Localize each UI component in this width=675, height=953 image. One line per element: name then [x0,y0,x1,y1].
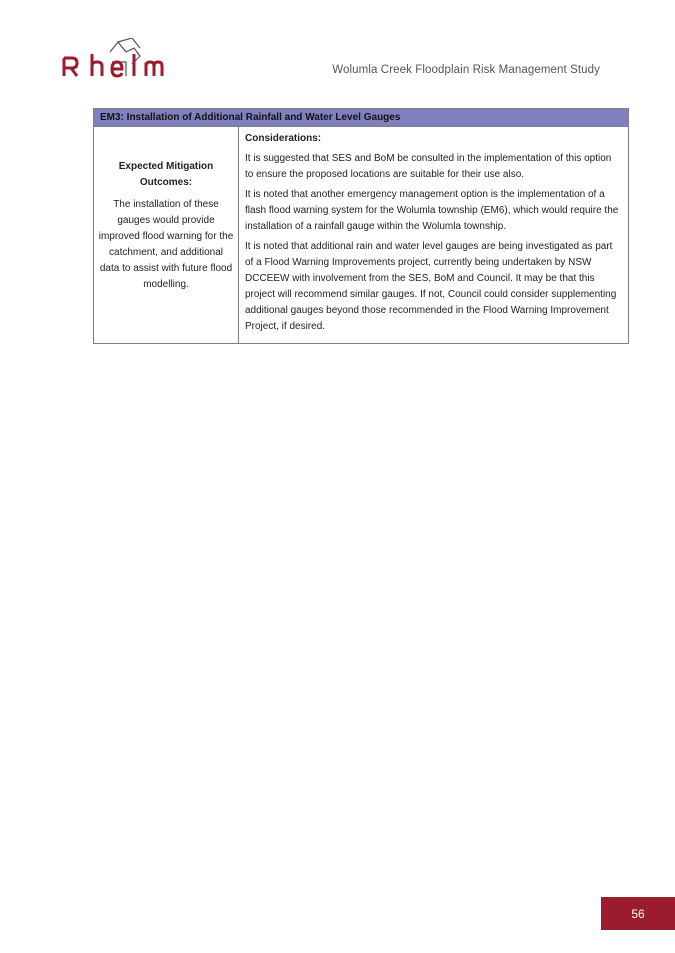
rhelm-logo [60,38,178,80]
considerations-heading: Considerations: [245,133,322,144]
table-body [94,127,628,343]
page-number: 56 [601,897,675,930]
outcomes-cell [94,127,239,343]
option-heading: EM3: Installation of Additional Rainfall and Water Level Gauges [94,109,628,127]
considerations-paragraph: It is suggested that SES and BoM be consulted in the implementation of this option to ensure the proposed locations are suitable for their use also. [245,153,612,180]
outcomes-heading: Expected Mitigation Outcomes: [118,161,214,188]
considerations-paragraph: It is noted that additional rain and water level gauges are being investigated as part of a Flood Warning Improvements project, currently being undertaken by NSW DCCEEW with involvement from the SES, BoM and Council. It may be that this project will recommend similar gauges. If not, Council could consider supplementing additional gauges beyond those recommended in the Flood Warning Improvement Project, if desired. [245,241,617,332]
considerations-cell [239,127,628,343]
document-title: Wolumla Creek Floodplain Risk Management Study [332,64,600,76]
outcomes-text: The installation of these gauges would provide improved flood warning for the catchment, and additional data to assist with future flood modelling. [98,199,234,290]
considerations-paragraph: It is noted that another emergency management option is the implementation of a flash flood warning system for the Wolumla township (EM6), which would require the installation of a rainfall gauge within the Wolumla township. [245,189,619,232]
option-table [93,108,629,344]
